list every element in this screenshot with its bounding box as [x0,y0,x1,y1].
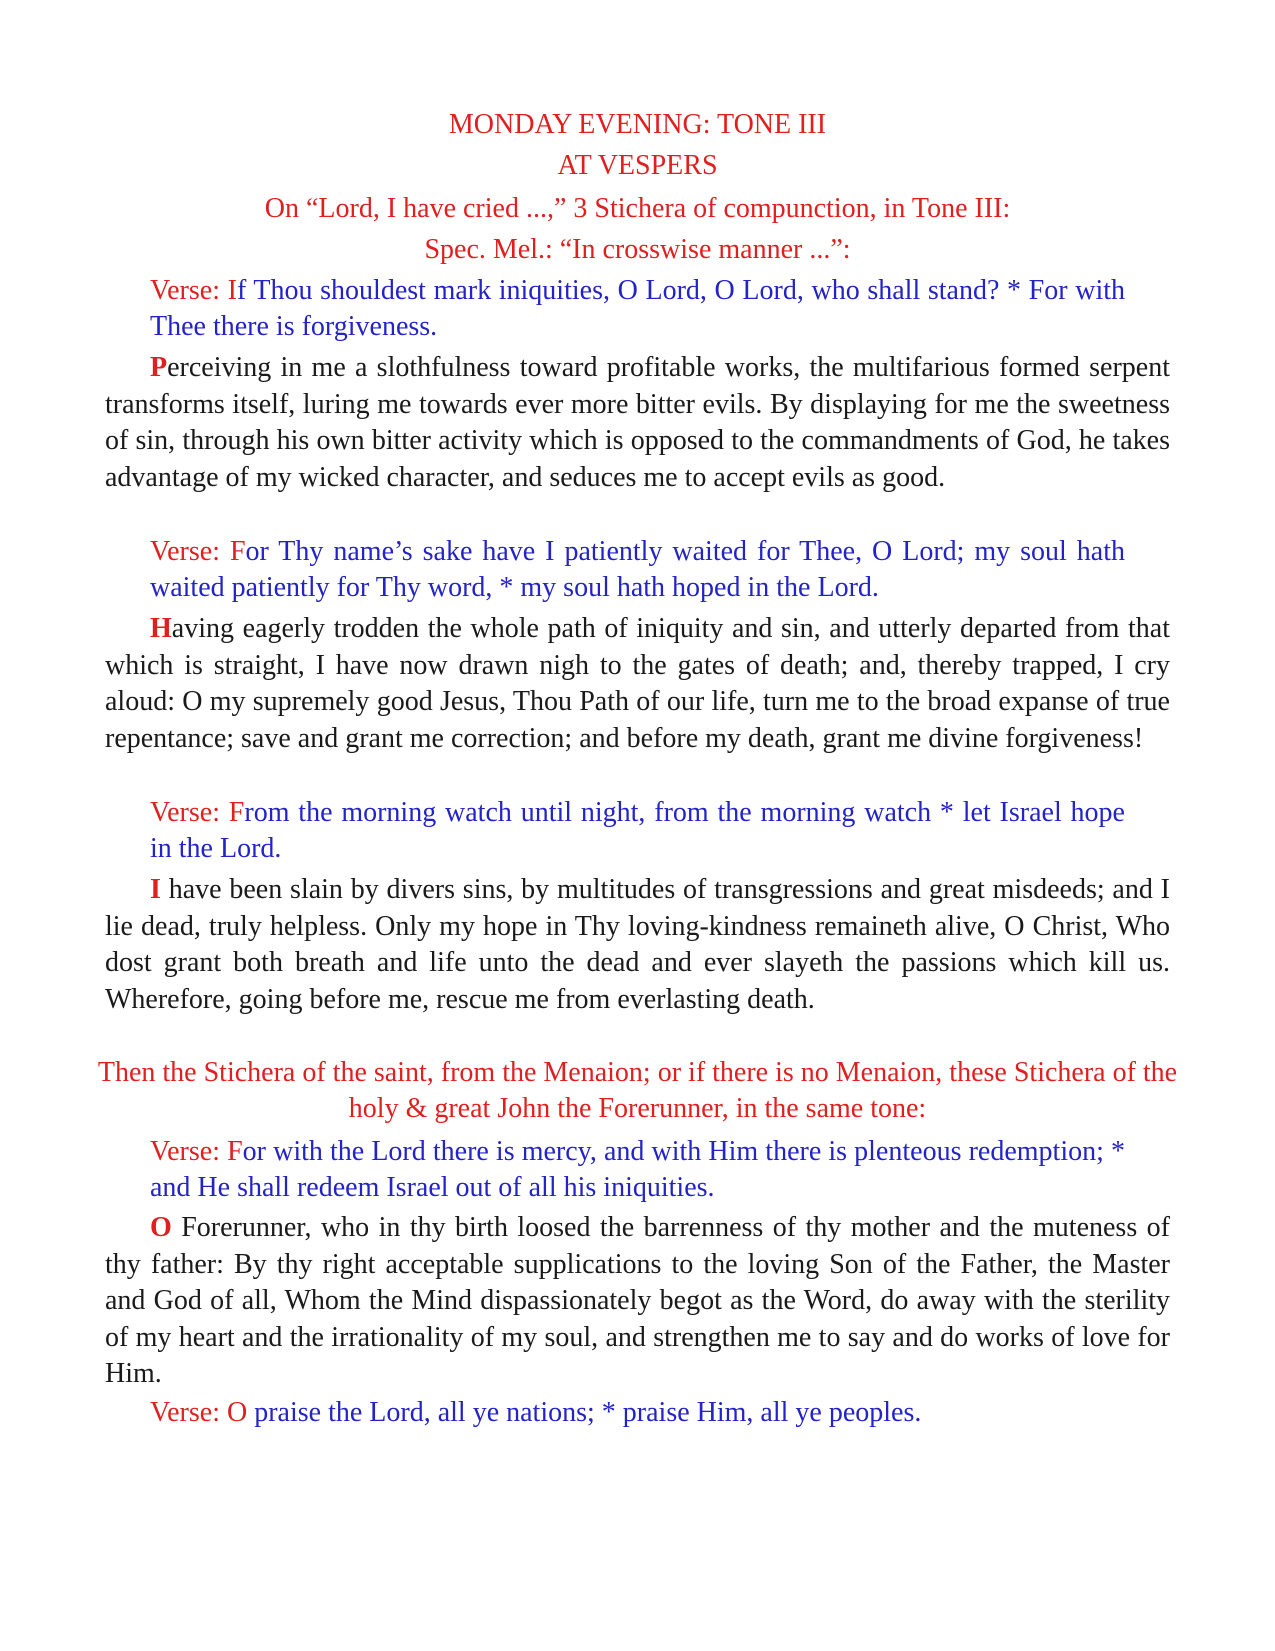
verse-label: Verse: [150,536,230,567]
verse-text: or Thy name’s sake have I patiently waited for Thee, O Lord; my soul hath waited patiently for Thy word, * my soul hath hoped in the Lord. [150,536,1125,603]
drop-cap: P [150,352,168,383]
sticheron-3 [105,872,1170,1018]
verse-text: praise the Lord, all ye nations; * praise Him, all ye peoples. [247,1397,922,1428]
verse-label: Verse: [150,1397,227,1428]
sticheron-text: aving eagerly trodden the whole path of iniquity and sin, and utterly departed from that which is straight, I have now drawn nigh to the gates of death; and, thereby trapped, I cry aloud: O my supremely good Jesus, Thou Path of our life, turn me to the broad expanse of true repentance; save and grant me correction; and before my death, grant me divine forgiveness! [105,613,1170,754]
verse-text: f Thou shouldest mark iniquities, O Lord, O Lord, who shall stand? * For with Thee there is forgiveness. [150,275,1125,342]
verse-initial: F [228,797,245,828]
sticheron-text: Forerunner, who in thy birth loosed the barrenness of thy mother and the muteness of thy father: By thy right acceptable supplications to the loving Son of the Father, the Master and God of all, Whom the Mind dispassionately begot as the Word, do away with the sterility of my heart and the irrationality of my soul, and strengthen me to say and do works of love for Him. [105,1212,1170,1389]
sticheron-2 [105,611,1170,757]
sticheron-text: erceiving in me a slothfulness toward profitable works, the multifarious formed serpent transforms itself, luring me towards ever more bitter evils. By displaying for me the sweetness of sin, through his own bitter activity which is opposed to the commandments of God, he takes advantage of my wicked character, and seduces me to accept evils as good. [105,352,1170,493]
sticheron-4 [105,1210,1170,1393]
verse-label: Verse: [150,275,228,306]
page-title: MONDAY EVENING: TONE III [448,109,827,140]
verse-3 [150,795,1125,867]
verse-label: Verse: [150,797,229,828]
verse-initial: F [227,1136,243,1167]
verse-5 [150,1395,1125,1431]
rubric-special-melody: Spec. Mel.: “In crosswise manner ...”: [424,234,851,265]
drop-cap: O [150,1212,172,1243]
drop-cap: H [150,613,172,644]
rubric-lord-i-have-cried: On “Lord, I have cried ...,” 3 Stichera of compunction, in Tone III: [264,193,1011,224]
sticheron-text: have been slain by divers sins, by multitudes of transgressions and great misdeeds; and I lie dead, truly helpless. Only my hope in Thy loving-kindness remaineth alive, O Christ, Who dost grant both breath and life unto the dead and ever slayeth the passions which kill us. Wherefore, going before me, rescue me from everlasting death. [105,874,1170,1015]
verse-text: rom the morning watch until night, from the morning watch * let Israel hope in the Lord. [150,797,1125,864]
service-heading: AT VESPERS [557,150,718,181]
rubric-menaion: Then the Stichera of the saint, from the Menaion; or if there is no Menaion, these Stichera of the holy & great John the Forerunner, in the same tone: [97,1057,1178,1124]
verse-label: Verse: [150,1136,228,1167]
verse-4 [150,1134,1125,1206]
verse-initial: I [227,275,237,306]
sticheron-1 [105,350,1170,496]
verse-2 [150,534,1125,606]
verse-text: or with the Lord there is mercy, and with Him there is plenteous redemption; * and He shall redeem Israel out of all his iniquities. [150,1136,1125,1203]
verse-initial: O [226,1397,248,1428]
verse-1 [150,273,1125,345]
verse-initial: F [229,536,246,567]
drop-cap: I [150,874,161,905]
